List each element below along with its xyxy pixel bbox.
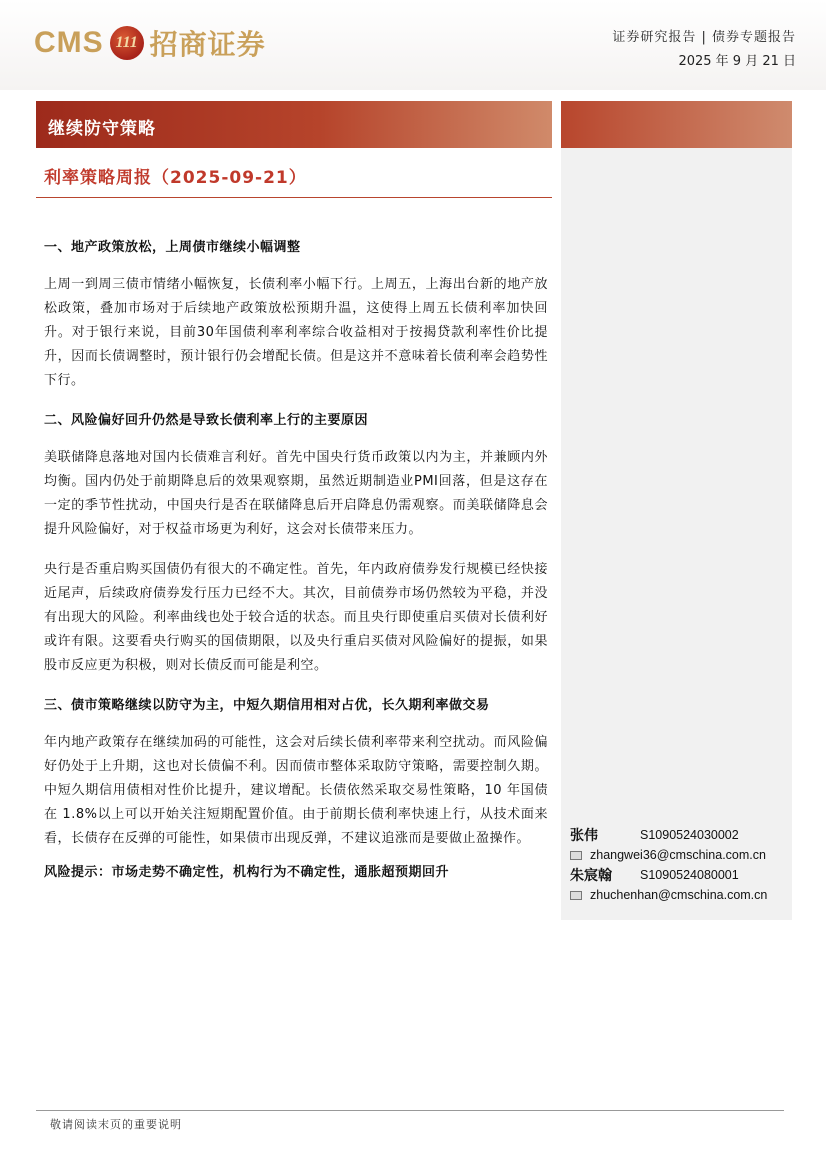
analyst-name: 朱宸翰: [570, 868, 612, 884]
analyst-email[interactable]: zhuchenhan@cmschina.com.cn: [590, 888, 768, 902]
title-bar-label: 继续防守策略: [48, 119, 156, 139]
footer-disclaimer: 敬请阅读末页的重要说明: [50, 1118, 182, 1131]
analyst-email-row: [570, 885, 780, 905]
logo-emblem-icon: 111: [110, 26, 144, 60]
footer-divider: [36, 1110, 784, 1111]
report-date: 2025 年 9 月 21 日: [678, 54, 796, 69]
mail-icon: [570, 891, 582, 900]
analyst-cert: S1090524080001: [640, 868, 739, 882]
analyst-block: [570, 825, 780, 905]
section-paragraph: 年内地产政策存在继续加码的可能性，这会对后续长债利率带来利空扰动。而风险偏好仍处于上升期，这也对长债偏不利。因而债市整体采取防守策略，需要控制久期。中短久期信用债相对性价比提升，建议增配。长债依然采取交易性策略，10 年国债在 1.8%以上可以开始关注短期配置价值。由于前期长债利率快速上行，从技术面来看，长债存在反弹的可能性，如果债市出现反弹，不建议追涨而是要做止盈操作。: [44, 735, 548, 846]
sidebar-header-band: [561, 101, 792, 148]
analyst-row: [570, 825, 780, 845]
risk-warning: [44, 861, 548, 880]
report-type: 证券研究报告 | 债券专题报告: [612, 30, 796, 45]
section-heading: 一、地产政策放松，上周债市继续小幅调整: [44, 240, 301, 255]
sidebar-panel: [561, 148, 792, 920]
risk-label: 风险提示：: [44, 865, 112, 880]
analyst-name: 张伟: [570, 828, 598, 844]
logo-text-cn: 招商证券: [149, 28, 266, 61]
company-logo: [34, 22, 266, 64]
report-subtitle: 利率策略周报（2025-09-21）: [44, 168, 307, 188]
logo-text-en: CMS: [34, 26, 104, 59]
section-paragraph: 美联储降息落地对国内长债难言利好。首先中国央行货币政策以内为主，并兼顾内外均衡。国内仍处于前期降息后的效果观察期，虽然近期制造业PMI回落，但是这存在一定的季节性扰动，中国央行是否在联储降息后开启降息仍需观察。而美联储降息会提升风险偏好，对于权益市场更为利好，这会对长债带来压力。: [44, 450, 548, 537]
risk-text: 市场走势不确定性，机构行为不确定性，通胀超预期回升: [111, 865, 450, 880]
section: [44, 694, 548, 851]
analyst-email[interactable]: zhangwei36@cmschina.com.cn: [590, 848, 766, 862]
subtitle-divider: [36, 197, 552, 198]
section-paragraph: 上周一到周三债市情绪小幅恢复，长债利率小幅下行。上周五，上海出台新的地产放松政策，叠加市场对于后续地产政策放松预期升温，这使得上周五长债利率加快回升。对于银行来说，目前30年国债利率利率综合收益相对于按揭贷款利率性价比提升，因而长债调整时，预计银行仍会增配长债。但是这并不意味着长债利率会趋势性下行。: [44, 277, 548, 388]
mail-icon: [570, 851, 582, 860]
section: [44, 409, 548, 678]
title-bar: [36, 101, 552, 148]
section-heading: 三、债市策略继续以防守为主，中短久期信用相对占优，长久期利率做交易: [44, 698, 490, 713]
section: [44, 236, 548, 393]
analyst-email-row: [570, 845, 780, 865]
section-paragraph: 央行是否重启购买国债仍有很大的不确定性。首先，年内政府债券发行规模已经快接近尾声，后续政府债券发行压力已经不大。其次，目前债券市场仍然较为平稳，并没有出现大的风险。利率曲线也处于较合适的状态。而且央行即使重启买债对长债利好或许有限。这要看央行购买的国债期限，以及央行重启买债对风险偏好的提振，如果股市反应更为积极，则对长债反而可能是利空。: [44, 562, 548, 673]
report-body: [44, 236, 548, 880]
analyst-row: [570, 865, 780, 885]
analyst-cert: S1090524030002: [640, 828, 739, 842]
section-heading: 二、风险偏好回升仍然是导致长债利率上行的主要原因: [44, 413, 369, 428]
